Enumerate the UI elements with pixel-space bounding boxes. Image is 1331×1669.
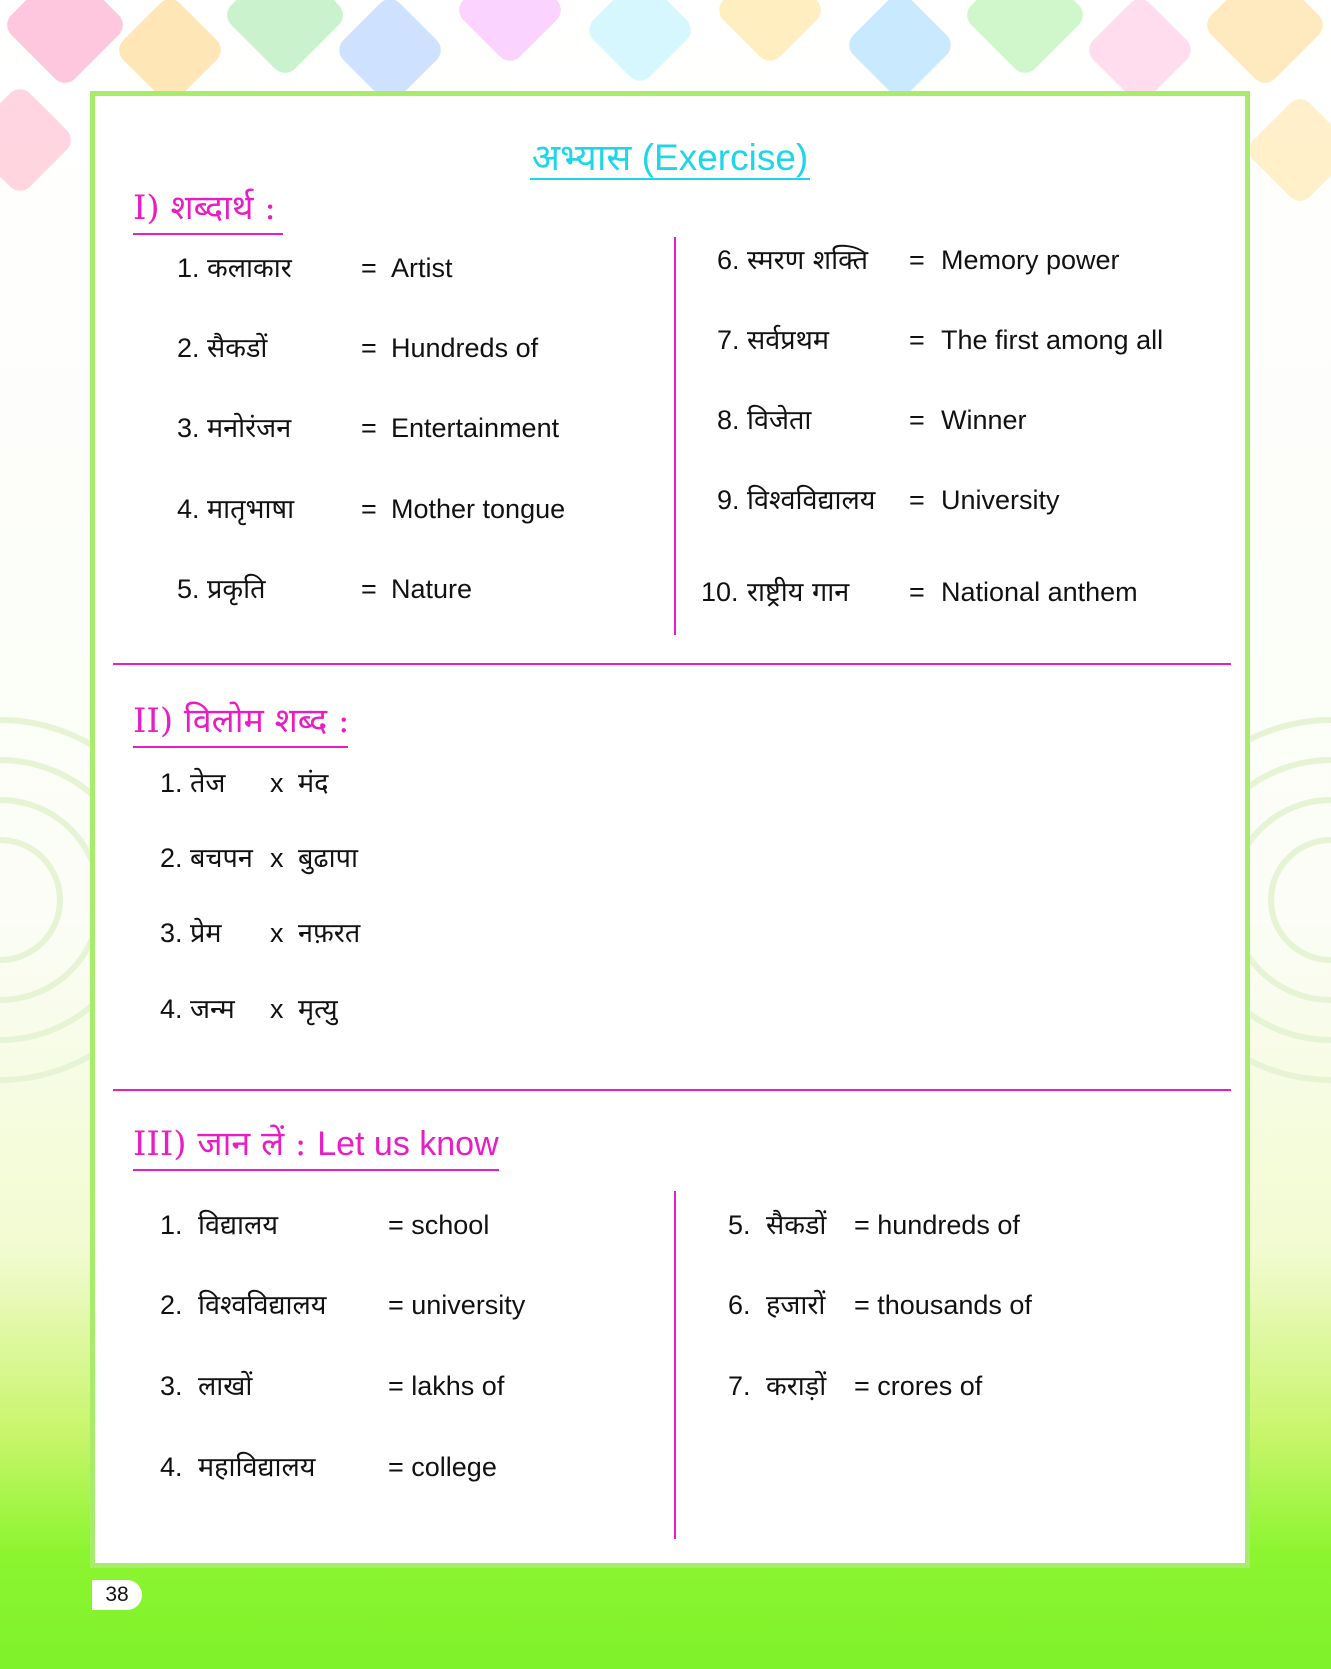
exercise-panel bbox=[90, 91, 1250, 1568]
column-divider bbox=[674, 237, 676, 635]
list-item: 5. प्रकृति = Nature bbox=[177, 574, 473, 605]
section-1-heading: I) शब्दार्थ : bbox=[133, 183, 283, 235]
list-item: 3. मनोरंजन = Entertainment bbox=[177, 413, 560, 444]
list-item: 4. जन्म x मृत्यु bbox=[160, 994, 338, 1025]
list-item: 7. सर्वप्रथम = The first among all bbox=[717, 325, 1164, 356]
list-item: 9. विश्वविद्यालय = University bbox=[717, 485, 1060, 516]
section-divider bbox=[113, 1089, 1231, 1091]
list-item: 4. मातृभाषा = Mother tongue bbox=[177, 494, 566, 525]
list-item: 1. कलाकार = Artist bbox=[177, 253, 453, 284]
list-item: 8. विजेता = Winner bbox=[717, 405, 1027, 436]
list-item: 3. प्रेम x नफ़रत bbox=[160, 918, 361, 949]
column-divider bbox=[674, 1191, 676, 1539]
list-item: 2. बचपन x बुढापा bbox=[160, 843, 358, 874]
section-3-heading: III) जान लें : Let us know bbox=[133, 1119, 499, 1171]
section-2-heading: II) विलोम शब्द : bbox=[133, 696, 348, 748]
section-divider bbox=[113, 663, 1231, 665]
list-item: 3. लाखों = lakhs of bbox=[160, 1371, 505, 1402]
list-item: 2. विश्वविद्यालय = university bbox=[160, 1290, 526, 1321]
list-item: 6. हजारों = thousands of bbox=[728, 1290, 1032, 1321]
list-item: 5. सैकडों = hundreds of bbox=[728, 1210, 1020, 1241]
list-item: 4. महाविद्यालय = college bbox=[160, 1452, 497, 1483]
list-item: 1. विद्यालय = school bbox=[160, 1210, 490, 1241]
list-item: 10. राष्ट्रीय गान = National anthem bbox=[701, 577, 1138, 608]
page-title: अभ्यास (Exercise) bbox=[531, 137, 809, 178]
page-number: 38 bbox=[92, 1580, 142, 1610]
list-item: 1. तेज x मंद bbox=[160, 768, 329, 799]
list-item: 2. सैकडों = Hundreds of bbox=[177, 333, 539, 364]
list-item: 7. कराड़ों = crores of bbox=[728, 1371, 983, 1402]
list-item: 6. स्मरण शक्ति = Memory power bbox=[717, 245, 1120, 276]
